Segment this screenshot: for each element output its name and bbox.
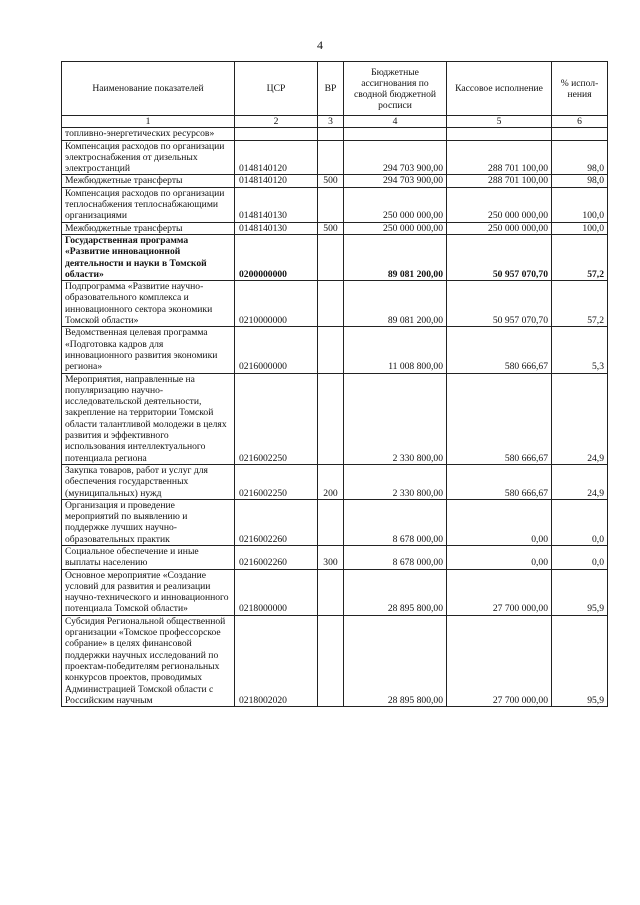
cell-name: топливно-энергетических ресурсов» bbox=[62, 128, 235, 140]
cell-csr: 0216002260 bbox=[235, 499, 318, 545]
cell-pct: 24,9 bbox=[552, 464, 608, 499]
cell-csr: 0148140120 bbox=[235, 140, 318, 175]
header-csr: ЦСР bbox=[235, 62, 318, 116]
cell-name: Мероприятия, направленные на популяризацию научно-исследовательской деятельности, закрепление на территории Томской области талантливой молодежи в целях развития и эффективного использования интеллектуального потенциала региона bbox=[62, 373, 235, 464]
cell-csr: 0218002020 bbox=[235, 615, 318, 706]
budget-table bbox=[61, 61, 608, 707]
cell-vr: 500 bbox=[318, 175, 344, 187]
cell-exec: 580 666,67 bbox=[447, 327, 552, 373]
cell-csr: 0148140120 bbox=[235, 175, 318, 187]
cell-vr: 500 bbox=[318, 222, 344, 234]
cell-budget: 294 703 900,00 bbox=[344, 175, 447, 187]
cell-name: Основное мероприятие «Создание условий для развития и реализации научно-технического и инновационного потенциала Томской области» bbox=[62, 569, 235, 615]
cell-name: Организация и проведение мероприятий по выявлению и поддержке лучших научно-образовательных практик bbox=[62, 499, 235, 545]
header-budget: Бюджетные ассигнования по сводной бюджетной росписи bbox=[344, 62, 447, 116]
column-number: 2 bbox=[235, 116, 318, 128]
cell-budget: 89 081 200,00 bbox=[344, 234, 447, 280]
cell-budget: 8 678 000,00 bbox=[344, 545, 447, 569]
cell-exec: 27 700 000,00 bbox=[447, 569, 552, 615]
cell-csr: 0210000000 bbox=[235, 281, 318, 327]
table-row bbox=[62, 569, 608, 615]
cell-csr: 0148140130 bbox=[235, 222, 318, 234]
table-row bbox=[62, 175, 608, 187]
cell-exec: 250 000 000,00 bbox=[447, 187, 552, 222]
header-vr: ВР bbox=[318, 62, 344, 116]
cell-budget: 89 081 200,00 bbox=[344, 281, 447, 327]
table-row bbox=[62, 464, 608, 499]
column-number: 4 bbox=[344, 116, 447, 128]
table-body bbox=[62, 128, 608, 707]
cell-name: Закупка товаров, работ и услуг для обеспечения государственных (муниципальных) нужд bbox=[62, 464, 235, 499]
cell-budget: 28 895 800,00 bbox=[344, 569, 447, 615]
table-row bbox=[62, 327, 608, 373]
cell-vr bbox=[318, 187, 344, 222]
cell-exec: 580 666,67 bbox=[447, 373, 552, 464]
cell-budget: 2 330 800,00 bbox=[344, 464, 447, 499]
table-row bbox=[62, 140, 608, 175]
cell-budget: 11 008 800,00 bbox=[344, 327, 447, 373]
cell-budget: 250 000 000,00 bbox=[344, 187, 447, 222]
cell-csr: 0218000000 bbox=[235, 569, 318, 615]
table-row bbox=[62, 187, 608, 222]
cell-name: Государственная программа «Развитие инновационной деятельности и науки в Томской области» bbox=[62, 234, 235, 280]
cell-exec: 0,00 bbox=[447, 545, 552, 569]
table-row bbox=[62, 234, 608, 280]
cell-budget: 8 678 000,00 bbox=[344, 499, 447, 545]
cell-pct bbox=[552, 128, 608, 140]
cell-exec bbox=[447, 128, 552, 140]
cell-budget: 294 703 900,00 bbox=[344, 140, 447, 175]
cell-exec: 288 701 100,00 bbox=[447, 175, 552, 187]
cell-vr bbox=[318, 569, 344, 615]
table-row bbox=[62, 222, 608, 234]
cell-vr bbox=[318, 499, 344, 545]
cell-budget: 250 000 000,00 bbox=[344, 222, 447, 234]
cell-vr bbox=[318, 234, 344, 280]
cell-budget bbox=[344, 128, 447, 140]
cell-vr bbox=[318, 140, 344, 175]
cell-csr: 0216002260 bbox=[235, 545, 318, 569]
cell-pct: 24,9 bbox=[552, 373, 608, 464]
cell-csr: 0200000000 bbox=[235, 234, 318, 280]
column-number: 5 bbox=[447, 116, 552, 128]
cell-name: Ведомственная целевая программа «Подготовка кадров для инновационного развития экономики региона» bbox=[62, 327, 235, 373]
cell-pct: 57,2 bbox=[552, 234, 608, 280]
cell-pct: 95,9 bbox=[552, 615, 608, 706]
cell-exec: 27 700 000,00 bbox=[447, 615, 552, 706]
cell-exec: 288 701 100,00 bbox=[447, 140, 552, 175]
cell-name: Социальное обеспечение и иные выплаты населению bbox=[62, 545, 235, 569]
cell-exec: 580 666,67 bbox=[447, 464, 552, 499]
cell-vr bbox=[318, 615, 344, 706]
cell-pct: 98,0 bbox=[552, 175, 608, 187]
cell-csr bbox=[235, 128, 318, 140]
cell-pct: 100,0 bbox=[552, 187, 608, 222]
cell-name: Межбюджетные трансферты bbox=[62, 222, 235, 234]
cell-vr: 200 bbox=[318, 464, 344, 499]
column-number: 3 bbox=[318, 116, 344, 128]
cell-name: Субсидия Региональной общественной организации «Томское профессорское собрание» в целях финансовой поддержки научных исследований по проектам-победителям региональных конкурсов проектов, проводимых Администрацией Томской области с Российским научным bbox=[62, 615, 235, 706]
cell-pct: 0,0 bbox=[552, 545, 608, 569]
cell-budget: 28 895 800,00 bbox=[344, 615, 447, 706]
table-row bbox=[62, 128, 608, 140]
cell-name: Подпрограмма «Развитие научно-образовательного комплекса и инновационного сектора экономики Томской области» bbox=[62, 281, 235, 327]
cell-csr: 0148140130 bbox=[235, 187, 318, 222]
cell-pct: 100,0 bbox=[552, 222, 608, 234]
cell-vr bbox=[318, 327, 344, 373]
cell-exec: 50 957 070,70 bbox=[447, 281, 552, 327]
header-name: Наименование показателей bbox=[62, 62, 235, 116]
page-number: 4 bbox=[317, 38, 323, 52]
header-pct: % испол-нения bbox=[552, 62, 608, 116]
cell-pct: 5,3 bbox=[552, 327, 608, 373]
table-row bbox=[62, 373, 608, 464]
cell-csr: 0216002250 bbox=[235, 373, 318, 464]
cell-csr: 0216002250 bbox=[235, 464, 318, 499]
table-row bbox=[62, 545, 608, 569]
cell-exec: 250 000 000,00 bbox=[447, 222, 552, 234]
table-header-row bbox=[62, 62, 608, 116]
cell-vr bbox=[318, 281, 344, 327]
cell-exec: 50 957 070,70 bbox=[447, 234, 552, 280]
table-row bbox=[62, 281, 608, 327]
cell-name: Компенсация расходов по организации электроснабжения от дизельных электростанций bbox=[62, 140, 235, 175]
cell-vr: 300 bbox=[318, 545, 344, 569]
cell-name: Межбюджетные трансферты bbox=[62, 175, 235, 187]
cell-pct: 95,9 bbox=[552, 569, 608, 615]
cell-pct: 57,2 bbox=[552, 281, 608, 327]
cell-csr: 0216000000 bbox=[235, 327, 318, 373]
column-number-row bbox=[62, 116, 608, 128]
cell-pct: 0,0 bbox=[552, 499, 608, 545]
cell-exec: 0,00 bbox=[447, 499, 552, 545]
table-row bbox=[62, 499, 608, 545]
column-number: 6 bbox=[552, 116, 608, 128]
cell-pct: 98,0 bbox=[552, 140, 608, 175]
table-row bbox=[62, 615, 608, 706]
column-number: 1 bbox=[62, 116, 235, 128]
cell-budget: 2 330 800,00 bbox=[344, 373, 447, 464]
header-exec: Кассовое исполнение bbox=[447, 62, 552, 116]
cell-name: Компенсация расходов по организации теплоснабжения теплоснабжающими организациями bbox=[62, 187, 235, 222]
cell-vr bbox=[318, 128, 344, 140]
cell-vr bbox=[318, 373, 344, 464]
